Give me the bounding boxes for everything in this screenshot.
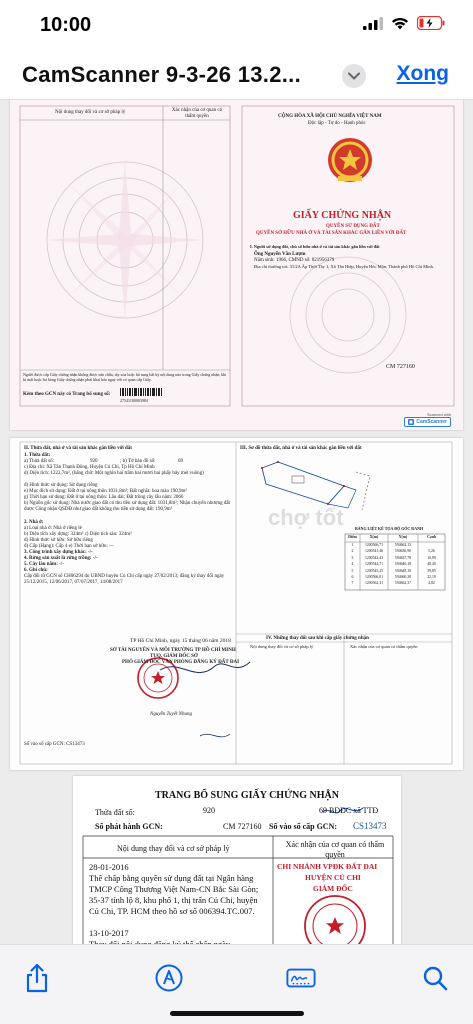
coordinate-table-header: X(m)	[369, 535, 379, 539]
coordinate-table-cell: 1	[351, 543, 354, 547]
usage-term: g) Thời hạn sử dụng: Đất ở tại nông thôn: Lâu dài; Đất trồng cây lâu năm: 2066	[24, 495, 184, 500]
column-2-header: Xác nhận của cơ quan có thẩm quyền	[285, 840, 385, 859]
barcode-number: 27541180003984	[120, 398, 148, 403]
usage-form: đ) Hình thức sử dụng: Sử dụng riêng	[24, 483, 98, 488]
coordinate-table-cell: 48,40	[427, 562, 436, 567]
document-viewer[interactable]	[0, 100, 473, 980]
coordinate-table-cell: 6	[351, 575, 354, 579]
usage-origin: h) Nguồn gốc sử dụng: Nhà nước giao đất có thu tiền sử dụng đất: 1031,8m²; Nhận chuyển nhượng đất được Công nhận QSDĐ như giao đất không thu tiền sử dụng đất: 190,9m²	[24, 501, 230, 512]
entry-1-text: Thế chấp bằng quyền sử dụng đất tại Ngân hàng TMCP Công Thương Việt Nam-CN Bắc Sài Gòn; 35-37 tỉnh lộ 8, khu phố 1, thị trấn Củ Chi, huyện Củ Chi, TP. HCM theo hồ sơ số 006394.TC.007.	[89, 873, 259, 916]
perennial-trees: 5. Cây lâu năm: -/-	[24, 562, 64, 567]
guilloche-pattern-right	[290, 257, 406, 373]
scanned-page-2[interactable]	[10, 438, 463, 770]
owner-detail: Năm sinh: 1966, CMND số: 021956379	[254, 258, 335, 263]
house-grade: đ) Cấp (Hạng): Cấp 4 e) Thời hạn sở hữu: —	[24, 544, 115, 549]
cert-sub2: QUYỀN SỞ HỮU NHÀ Ở VÀ TÀI SẢN KHÁC GẮN LIỀN VỚI ĐẤT	[256, 231, 407, 236]
other-construction: 3. Công trình xây dựng khác: -/-	[24, 550, 93, 555]
house-type: a) Loại nhà ở: Nhà ở riêng lẻ	[24, 526, 82, 531]
section-4-col2: Xác nhận của cơ quan có thẩm quyền	[350, 644, 418, 649]
department-line-1: SỞ TÀI NGUYÊN VÀ MÔI TRƯỜNG TP HỒ CHÍ MINH	[110, 648, 236, 653]
coordinate-table-cell: 594662,13	[394, 543, 412, 547]
motto: Độc lập - Tự do - Hạnh phúc	[308, 121, 366, 126]
serial-value: CM 727160	[223, 822, 262, 831]
document-title[interactable]: CamScanner 9-3-26 13.2...	[22, 62, 301, 87]
signer-name: Nguyễn Tuyết Nhung	[150, 712, 192, 717]
coordinate-table-cell: 4,82	[428, 581, 435, 586]
coordinate-table-cell: 7	[351, 581, 354, 586]
section-3-heading: III. Sơ đồ thửa đất, nhà ở và tài sản khác gắn liền với đất	[240, 446, 362, 451]
section-1-heading: I. Người sử dụng đất, chủ sở hữu nhà ở và tài sản khác gắn liền với đất	[250, 244, 380, 249]
map-label: 69 BĐĐC xã TTĐ	[319, 806, 379, 815]
coordinate-table-cell: 39,85	[427, 568, 436, 573]
camscanner-badge-1	[404, 412, 451, 427]
cert-serial: CM 727160	[386, 364, 415, 370]
signal-icon	[363, 17, 383, 30]
home-indicator	[170, 1011, 304, 1016]
house-area: b) Diện tích xây dựng: 324m² c) Diện tích sàn: 324m²	[24, 532, 132, 537]
coordinate-table-cell: 1200544,71	[364, 562, 384, 567]
camscanner-label: CamScanner	[416, 419, 447, 425]
coordinate-table-cell: 594636,90	[394, 549, 412, 554]
nav-bar	[0, 52, 473, 100]
plot-area: d) Diện tích: 1222,7m², (bằng chữ: Một nghìn hai trăm hai mươi hai phẩy bảy mét vuông)	[24, 471, 204, 476]
status-icons	[363, 16, 445, 30]
coordinate-table-cell: 594648,10	[394, 568, 412, 573]
map-sheet-label: ; b) Tờ bản đồ số:	[120, 459, 156, 464]
coordinate-table-title: BẢNG LIỆT KÊ TỌA ĐỘ GÓC RANH	[355, 526, 424, 531]
signature-icon	[286, 966, 316, 990]
section-4-heading: IV. Những thay đổi sau khi cấp giấy chứng nhận	[266, 636, 369, 641]
entry-1-date: 28-01-2016	[89, 862, 129, 872]
bottom-toolbar	[0, 944, 473, 1024]
coordinate-table-header: Y(m)	[398, 535, 408, 539]
coordinate-table-cell: 5	[351, 568, 354, 573]
coordinate-table-header: Điểm	[348, 535, 357, 539]
camscanner-logo-icon	[408, 419, 414, 425]
plot-address: c) Địa chỉ: Xã Tân Thạnh Đông, Huyện Củ Chi, Tp Hồ Chí Minh	[24, 465, 155, 470]
house-heading: 2. Nhà ở:	[24, 520, 44, 525]
title-menu-button[interactable]	[342, 64, 366, 88]
plot-number-label: a) Thửa đất số:	[24, 459, 54, 464]
share-button[interactable]	[22, 963, 52, 993]
department-line-3: PHÓ GIÁM ĐỐC VĂN PHÒNG ĐĂNG KÝ ĐẤT ĐAI	[122, 660, 240, 665]
share-icon	[24, 963, 50, 993]
notes-text: Cấp đổi từ GCN số CH06294 do UBND huyện Củ Chi cấp ngày 27/02/2013; đăng ký thay đổi ngày 25/12/2015, 12/06/2017, 07/07/2017, 14/08/2017	[24, 574, 225, 585]
markup-button[interactable]	[154, 963, 184, 993]
left-header-col1: Nội dung thay đổi và cơ sở pháp lý	[55, 110, 126, 115]
cert-title: GIẤY CHỨNG NHẬN	[293, 210, 392, 221]
plot-diagram	[261, 461, 370, 510]
left-header-col2: Xác nhận của cơ quan có thẩm quyền	[171, 108, 223, 119]
house-ownership: d) Hình thức sở hữu: Sở hữu riêng	[24, 538, 93, 543]
republic-heading: CỘNG HÒA XÃ HỘI CHỦ NGHĨA VIỆT NAM	[278, 114, 382, 119]
plot-value: 920	[203, 806, 215, 815]
coordinate-table-cell: 10,89	[427, 555, 436, 560]
left-note: Người được cấp Giấy chứng nhận không được sửa chữa, tẩy xóa hoặc bổ sung bất kỳ nội dung nào trong Giấy chứng nhận; khi bị mất hoặc hư hỏng Giấy chứng nhận phải khai báo ngay với cơ quan cấp Giấy.	[23, 372, 227, 382]
coordinate-table-cell: 594637,78	[394, 555, 412, 560]
book-label: Số vào sổ cấp GCN:	[269, 822, 338, 831]
forest: 4. Rừng sản xuất là rừng trồng: -/-	[24, 556, 98, 561]
coordinate-table-cell: 594640,18	[394, 562, 412, 567]
status-time: 10:00	[40, 14, 92, 36]
entry-2-date: 13-10-2017	[89, 928, 129, 938]
column-1-header: Nội dung thay đổi và cơ sở pháp lý	[117, 844, 230, 853]
left-footer: Kèm theo GCN này có Trang bổ sung số:	[23, 392, 111, 397]
status-bar	[0, 0, 473, 52]
scanned-with-label: Scanned with	[426, 412, 451, 417]
guilloche-pattern-left	[47, 162, 203, 318]
markup-pen-icon	[155, 964, 183, 992]
coordinate-table-cell: 1200541,46	[364, 549, 384, 554]
serial-label: Số phát hành GCN:	[95, 822, 163, 831]
issue-date: TP Hồ Chí Minh, ngày 15 tháng 06 năm 2018	[130, 638, 231, 644]
coordinate-table-cell: 1200542,43	[364, 555, 384, 560]
national-emblem	[328, 138, 372, 182]
coordinate-table-cell: 2	[351, 549, 354, 554]
stamp-line-1: CHI NHÁNH VPĐK ĐẤT ĐAI	[277, 862, 378, 871]
notes-heading: 6. Ghi chú:	[24, 568, 48, 573]
plot-heading: 1. Thửa đất:	[24, 453, 51, 458]
coordinate-table-cell: 594662,37	[394, 581, 412, 586]
registration-number: Số vào sổ cấp GCN: CS13473	[24, 742, 85, 747]
watermark: chợ tốt	[268, 505, 344, 530]
search-icon	[422, 965, 448, 991]
done-button[interactable]: Xong	[396, 62, 449, 85]
scanned-page-1[interactable]	[10, 100, 463, 430]
wifi-icon	[391, 17, 409, 30]
barcode	[120, 388, 162, 396]
section-4-col1: Nội dung thay đổi và cơ sở pháp lý	[250, 644, 314, 649]
owner-address: Địa chỉ thường trú: 31/2A Ấp Thới Tây 1, Xã Tân Hiệp, Huyện Hóc Môn, Thành phố Hồ Chí Minh.	[254, 264, 434, 269]
coordinate-table-cell: 1200566,01	[364, 575, 384, 579]
plot-label: Thửa đất số:	[95, 808, 135, 817]
cert-sub1: QUYỀN SỬ DỤNG ĐẤT	[326, 224, 380, 229]
coordinate-table-cell: 22,19	[427, 575, 436, 579]
coordinate-table-cell: 594660,28	[394, 575, 412, 579]
owner-name: Ông Nguyễn Văn Lượm	[254, 252, 306, 257]
coordinate-table	[345, 534, 445, 590]
coordinate-table-header: Cạnh	[427, 535, 436, 539]
coordinate-table-cell: 5,26	[428, 549, 435, 554]
section-2-heading: II. Thửa đất, nhà ở và tài sản khác gắn liền với đất	[24, 446, 132, 451]
coordinate-table-cell: 3	[351, 555, 354, 560]
coordinate-table-cell: 1200562,31	[364, 581, 384, 586]
coordinate-table-cell: 1200566,71	[364, 543, 384, 547]
handwritten-date-mark	[200, 734, 230, 737]
coordinate-table-cell: 1200545,25	[364, 568, 384, 573]
stamp-line-2: HUYỆN CỦ CHI	[305, 873, 361, 882]
stamp-line-3: GIÁM ĐỐC	[313, 884, 353, 893]
book-value: CS13473	[353, 821, 387, 831]
page-3-title: TRANG BỔ SUNG GIẤY CHỨNG NHẬN	[155, 790, 339, 801]
plot-number-value: 920	[90, 459, 98, 464]
search-button[interactable]	[420, 963, 450, 993]
battery-charging-icon	[417, 16, 445, 30]
coordinate-table-cell: 4	[351, 562, 354, 567]
usage-purpose: e) Mục đích sử dụng: Đất ở tại nông thôn 1031,8m²; Đất nghĩa: hoa màu 190,9m²	[24, 489, 187, 494]
department-line-2: TUQ. GIÁM ĐỐC SỞ	[150, 654, 198, 659]
chevron-down-icon	[348, 72, 360, 80]
map-sheet-value: 69	[178, 459, 183, 464]
signature-button[interactable]	[286, 963, 316, 993]
